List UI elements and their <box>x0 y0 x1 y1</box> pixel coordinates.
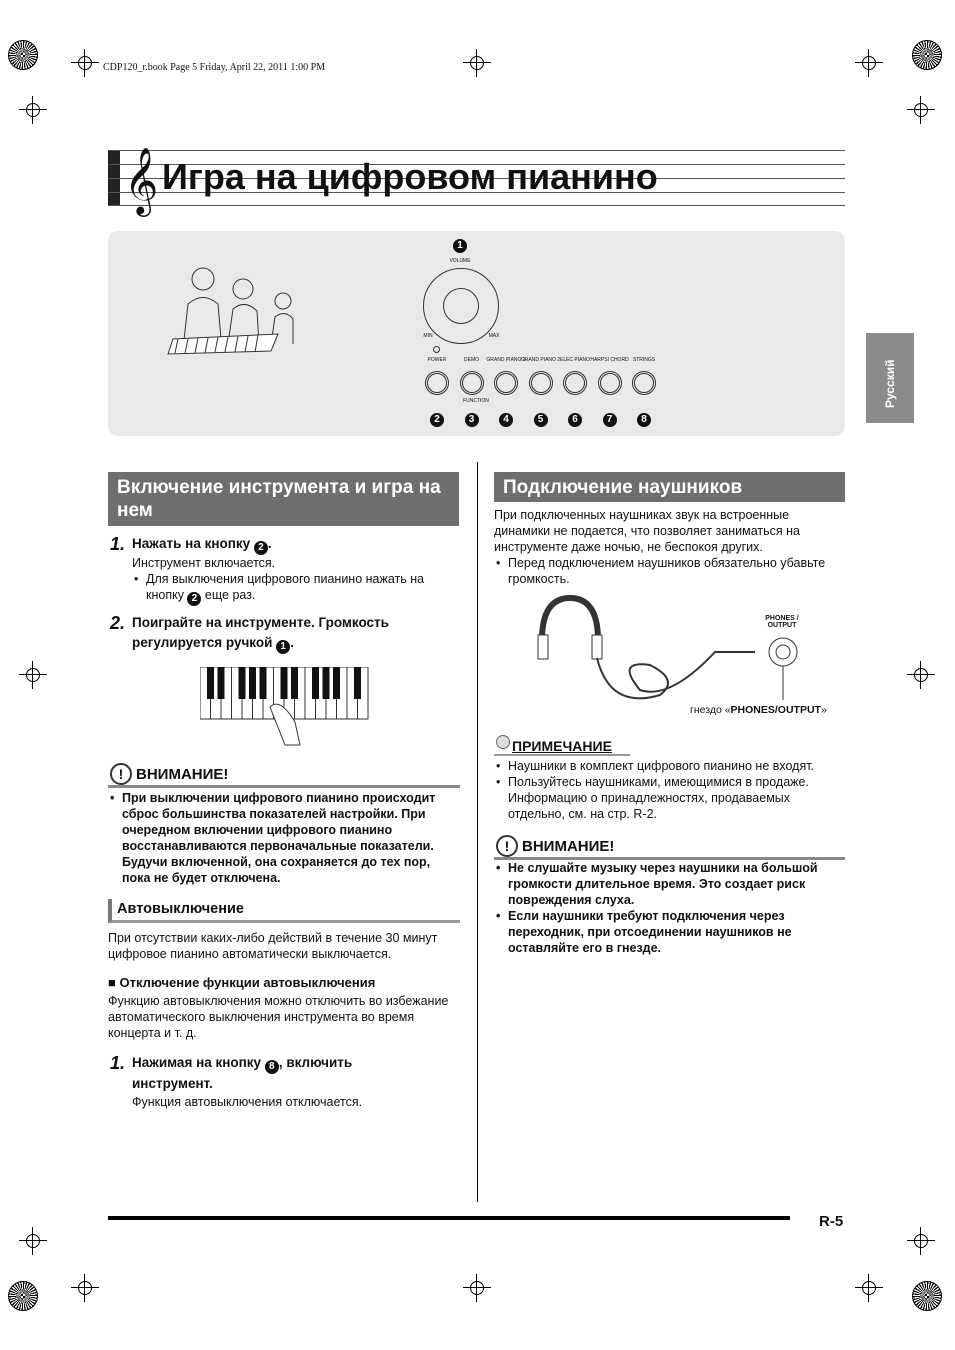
registration-mark <box>862 56 876 70</box>
step-text: Нажать на кнопку <box>132 536 251 551</box>
subsection-heading: ■ Отключение функции автовыключения <box>108 975 376 990</box>
callout-ref: 8 <box>265 1060 279 1074</box>
callout-ref: 2 <box>254 541 268 555</box>
panel-button <box>563 371 587 395</box>
crop-mark <box>912 1281 942 1311</box>
registration-mark <box>26 1234 40 1248</box>
note-heading: ПРИМЕЧАНИЕ <box>494 738 630 756</box>
section-heading-power-on: Включение инструмента и игра на нем <box>108 472 459 526</box>
warning-icon: ! <box>110 763 132 785</box>
section-heading-headphones: Подключение наушников <box>494 472 845 502</box>
panel-button-label: GRAND PIANO 1 <box>486 357 526 363</box>
bullet-item: • Для выключения цифрового пианино нажать на кнопку 2 еще раз. <box>132 571 452 606</box>
paragraph: При отсутствии каких-либо действий в течение 30 минут цифровое пианино автоматически выключается. <box>108 931 438 961</box>
function-label: FUNCTION <box>463 398 489 404</box>
registration-mark <box>914 668 928 682</box>
panel-button <box>494 371 518 395</box>
step-number: 1. <box>110 534 126 554</box>
panel-button-label: POWER <box>427 357 447 363</box>
registration-mark <box>914 103 928 117</box>
panel-button <box>632 371 656 395</box>
panel-button <box>460 371 484 395</box>
registration-mark <box>914 1234 928 1248</box>
footer-rule <box>108 1216 790 1220</box>
subheading-autooff: Автовыключение <box>108 899 460 923</box>
callout-number: 8 <box>637 413 651 427</box>
paragraph: Функцию автовыключения можно отключить во избежание автоматического выключения инструмента во время концерта и т. д. <box>108 994 449 1040</box>
panel-button-label: DEMO <box>464 357 479 363</box>
crop-mark <box>912 40 942 70</box>
panel-button <box>425 371 449 395</box>
headphones-drawing <box>530 590 810 710</box>
crop-mark <box>8 1281 38 1311</box>
min-label: MIN <box>423 333 433 339</box>
book-info-line: CDP120_r.book Page 5 Friday, April 22, 2011 1:00 PM <box>103 62 326 73</box>
panel-button <box>598 371 622 395</box>
registration-mark <box>78 1281 92 1295</box>
registration-mark <box>470 56 484 70</box>
step-text: Поиграйте на инструменте. Громкость регулируется ручкой <box>132 615 389 650</box>
page-number: R-5 <box>819 1213 844 1230</box>
registration-mark <box>862 1281 876 1295</box>
callout-ref: 1 <box>276 640 290 654</box>
step-text: Нажимая на кнопку <box>132 1055 262 1070</box>
panel-button-label: ELEC PIANO <box>559 357 590 363</box>
language-tab: Русский <box>866 333 914 423</box>
volume-knob-inner <box>443 288 479 324</box>
jack-caption: гнездо «PHONES/OUTPUT» <box>690 704 827 716</box>
max-label: MAX <box>488 333 500 339</box>
callout-number: 2 <box>430 413 444 427</box>
note-item: • Пользуйтесь наушниками, имеющимися в продаже. Информацию о принадлежностях, продаваемых отдельно, см. на стр. R-2. <box>494 774 845 822</box>
power-led <box>433 346 440 353</box>
family-piano-drawing <box>153 259 323 359</box>
column-divider <box>477 462 478 1202</box>
step-result: Инструмент включается. <box>132 556 276 570</box>
registration-mark <box>26 103 40 117</box>
warning-heading: ! ВНИМАНИЕ! <box>108 766 460 788</box>
callout-1: 1 <box>453 239 467 253</box>
volume-label: VOLUME <box>449 258 471 264</box>
step-number: 2. <box>110 613 126 633</box>
warning-item: • Не слушайте музыку через наушники на большой громкости длительное время. Это создает риск повреждения слуха. <box>494 860 845 908</box>
callout-number: 7 <box>603 413 617 427</box>
panel-button-label: GRAND PIANO 2 <box>520 357 561 363</box>
step-result: Функция автовыключения отключается. <box>132 1095 363 1109</box>
registration-mark <box>78 56 92 70</box>
warning-heading: ! ВНИМАНИЕ! <box>494 838 845 860</box>
warning-text: • При выключении цифрового пианино происходит сброс большинства показателей настройки. При очередном включении цифрового пианино восстанавливаются первоначальные показатели. Будучи включенной, она сохраняется до тех пор, пока не будет отключена. <box>108 790 460 886</box>
registration-mark <box>470 1281 484 1295</box>
panel-button-label: STRINGS <box>632 357 656 363</box>
panel-illustration <box>108 231 845 436</box>
panel-button <box>529 371 553 395</box>
bullet-item: • Перед подключением наушников обязательно убавьте громкость. <box>494 555 844 587</box>
jack-label: PHONES / OUTPUT <box>765 615 799 629</box>
warning-icon: ! <box>496 835 518 857</box>
warning-item: • Если наушники требуют подключения через переходник, при отсоединении наушников не оставляйте его в гнезде. <box>494 908 845 956</box>
callout-number: 3 <box>465 413 479 427</box>
note-icon <box>496 735 510 749</box>
panel-button-label: HARPSI CHORD <box>590 357 629 363</box>
treble-clef-icon: 𝄞 <box>124 146 159 214</box>
page-title: Игра на цифровом пианино <box>162 156 658 197</box>
callout-number: 6 <box>568 413 582 427</box>
step-number: 1. <box>110 1053 126 1073</box>
callout-number: 4 <box>499 413 513 427</box>
callout-number: 5 <box>534 413 548 427</box>
note-item: • Наушники в комплект цифрового пианино не входят. <box>494 758 845 774</box>
registration-mark <box>26 668 40 682</box>
keyboard-drawing <box>200 667 370 747</box>
crop-mark <box>8 40 38 70</box>
paragraph: При подключенных наушниках звук на встроенные динамики не подается, что позволяет заниматься на инструменте даже ночью, не беспокоя других. <box>494 508 800 554</box>
